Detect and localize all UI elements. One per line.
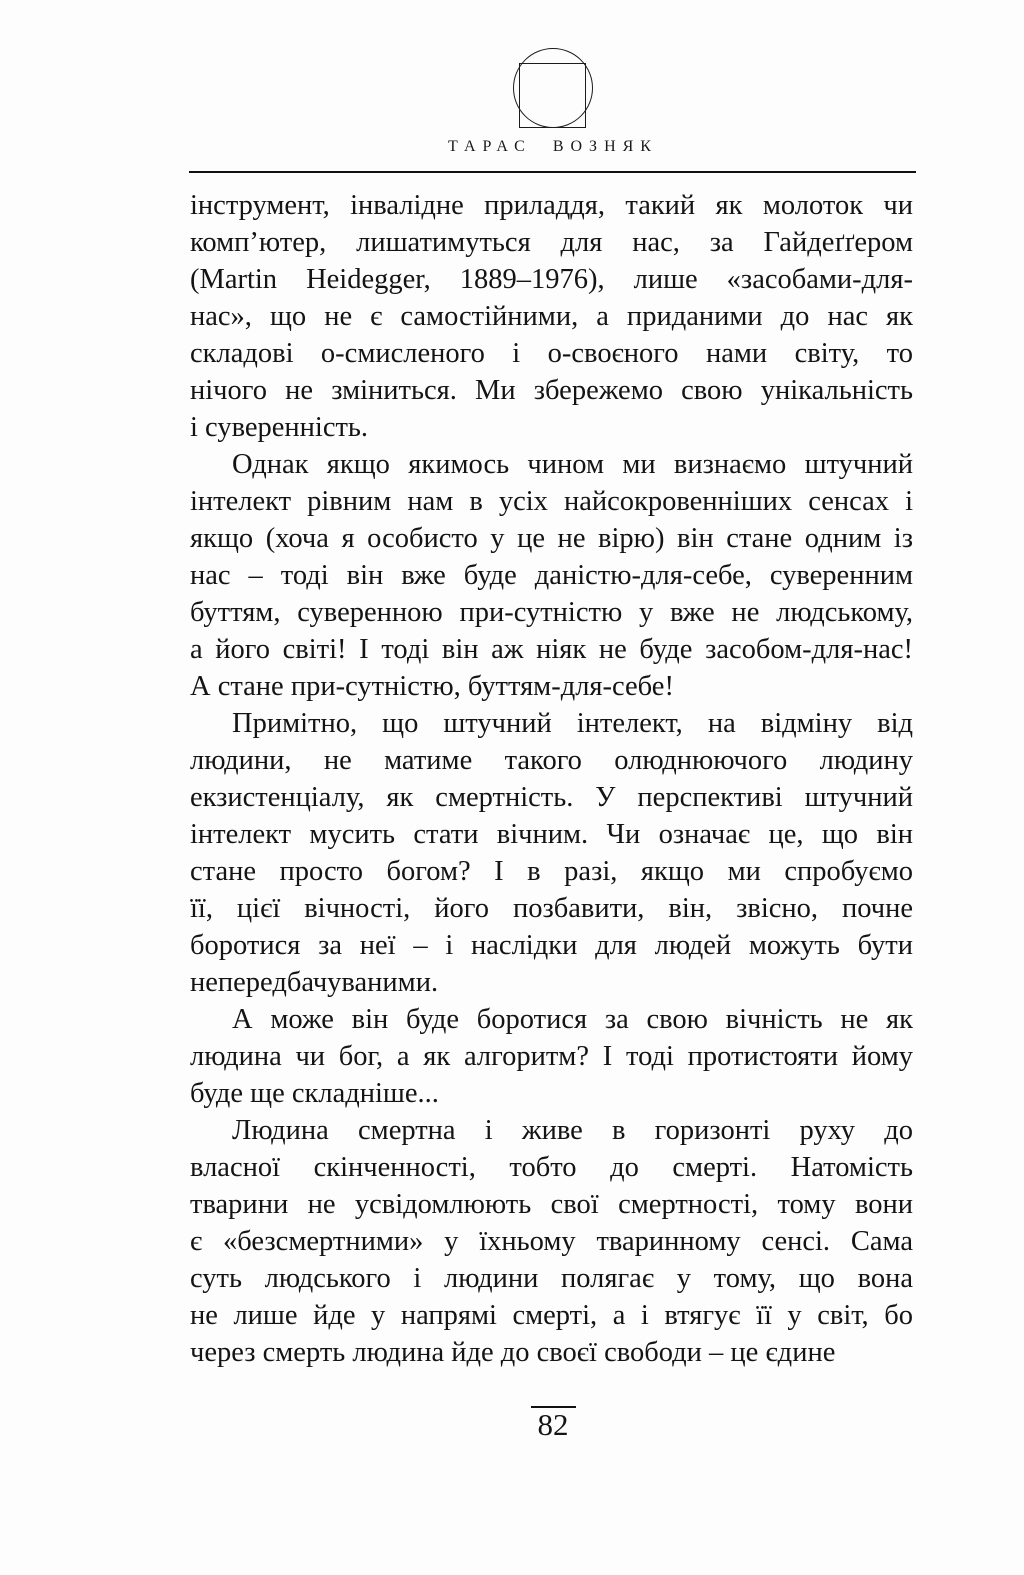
text-line: Людина смертна і живе в горизонті руху до bbox=[232, 1115, 913, 1146]
text-line: якщо (хоча я особисто у це не вірю) він стане одним із bbox=[190, 523, 913, 554]
text-line: людина чи бог, а як алгоритм? І тоді протистояти йому bbox=[190, 1041, 913, 1072]
paragraph bbox=[190, 1001, 913, 1112]
text-line: складові о-смисленого і о-своєного нами світу, то bbox=[190, 338, 913, 369]
text-line: Примітно, що штучний інтелект, на відміну від bbox=[232, 708, 913, 739]
paragraph bbox=[190, 187, 913, 446]
paragraph bbox=[190, 1112, 913, 1371]
text-line: (Martin Heidegger, 1889–1976), лише «засобами-для- bbox=[190, 264, 913, 295]
text-line: буттям, суверенною при-сутністю у вже не людському, bbox=[190, 597, 913, 628]
text-line: і суверенність. bbox=[190, 412, 369, 443]
text-line: а його світі! І тоді він аж ніяк не буде засобом-для-нас! bbox=[190, 634, 913, 665]
text-line: інтелект мусить стати вічним. Чи означає це, що він bbox=[190, 819, 913, 850]
text-line: А може він буде боротися за свою вічність не як bbox=[232, 1004, 913, 1035]
text-line: є «безсмертними» у їхньому тваринному сенсі. Сама bbox=[190, 1226, 913, 1257]
text-line: не лише йде у напрямі смерті, а і втягує її у світ, бо bbox=[190, 1300, 913, 1331]
text-line: боротися за неї – і наслідки для людей можуть бути bbox=[190, 930, 913, 961]
text-line: буде ще складніше... bbox=[190, 1078, 439, 1109]
text-line: інтелект рівним нам в усіх найсокровенніших сенсах і bbox=[190, 486, 913, 517]
page-number: 82 bbox=[531, 1406, 576, 1441]
text-line: нас – тоді він вже буде даністю-для-себе, суверенним bbox=[190, 560, 913, 591]
text-line: через смерть людина йде до своєї свободи – це єдине bbox=[190, 1337, 836, 1368]
publisher-logo bbox=[505, 45, 601, 133]
text-line: комп’ютер, лишатимуться для нас, за Гайдеґґером bbox=[190, 227, 913, 258]
text-line: інструмент, інвалідне приладдя, такий як молоток чи bbox=[190, 190, 913, 221]
text-line: тварини не усвідомлюють свої смертності, тому вони bbox=[190, 1189, 913, 1220]
text-line: нас», що не є самостійними, а приданими до нас як bbox=[190, 301, 913, 332]
text-line: А стане при-сутністю, буттям-для-себе! bbox=[190, 671, 674, 702]
text-line: стане просто богом? І в разі, якщо ми спробуємо bbox=[190, 856, 913, 887]
text-line: Однак якщо якимось чином ми визнаємо штучний bbox=[232, 449, 913, 480]
logo-square-icon bbox=[519, 63, 586, 128]
header-rule bbox=[189, 171, 916, 173]
text-line: людини, не матиме такого олюднюючого людину bbox=[190, 745, 913, 776]
text-line: екзистенціалу, як смертність. У перспективі штучний bbox=[190, 782, 913, 813]
text-line: непередбачуваними. bbox=[190, 967, 439, 998]
text-line: суть людського і людини полягає у тому, що вона bbox=[190, 1263, 913, 1294]
paragraph bbox=[190, 705, 913, 1001]
page-footer bbox=[190, 1406, 916, 1441]
text-line: її, цієї вічності, його позбавити, він, звісно, почне bbox=[190, 893, 913, 924]
text-line: власної скінченності, тобто до смерті. Натомість bbox=[190, 1152, 913, 1183]
paragraph bbox=[190, 446, 913, 705]
text-line: нічого не зміниться. Ми збережемо свою унікальність bbox=[190, 375, 913, 406]
body-text bbox=[190, 187, 913, 1371]
running-head-author: ТАРАС ВОЗНЯК bbox=[448, 138, 658, 155]
